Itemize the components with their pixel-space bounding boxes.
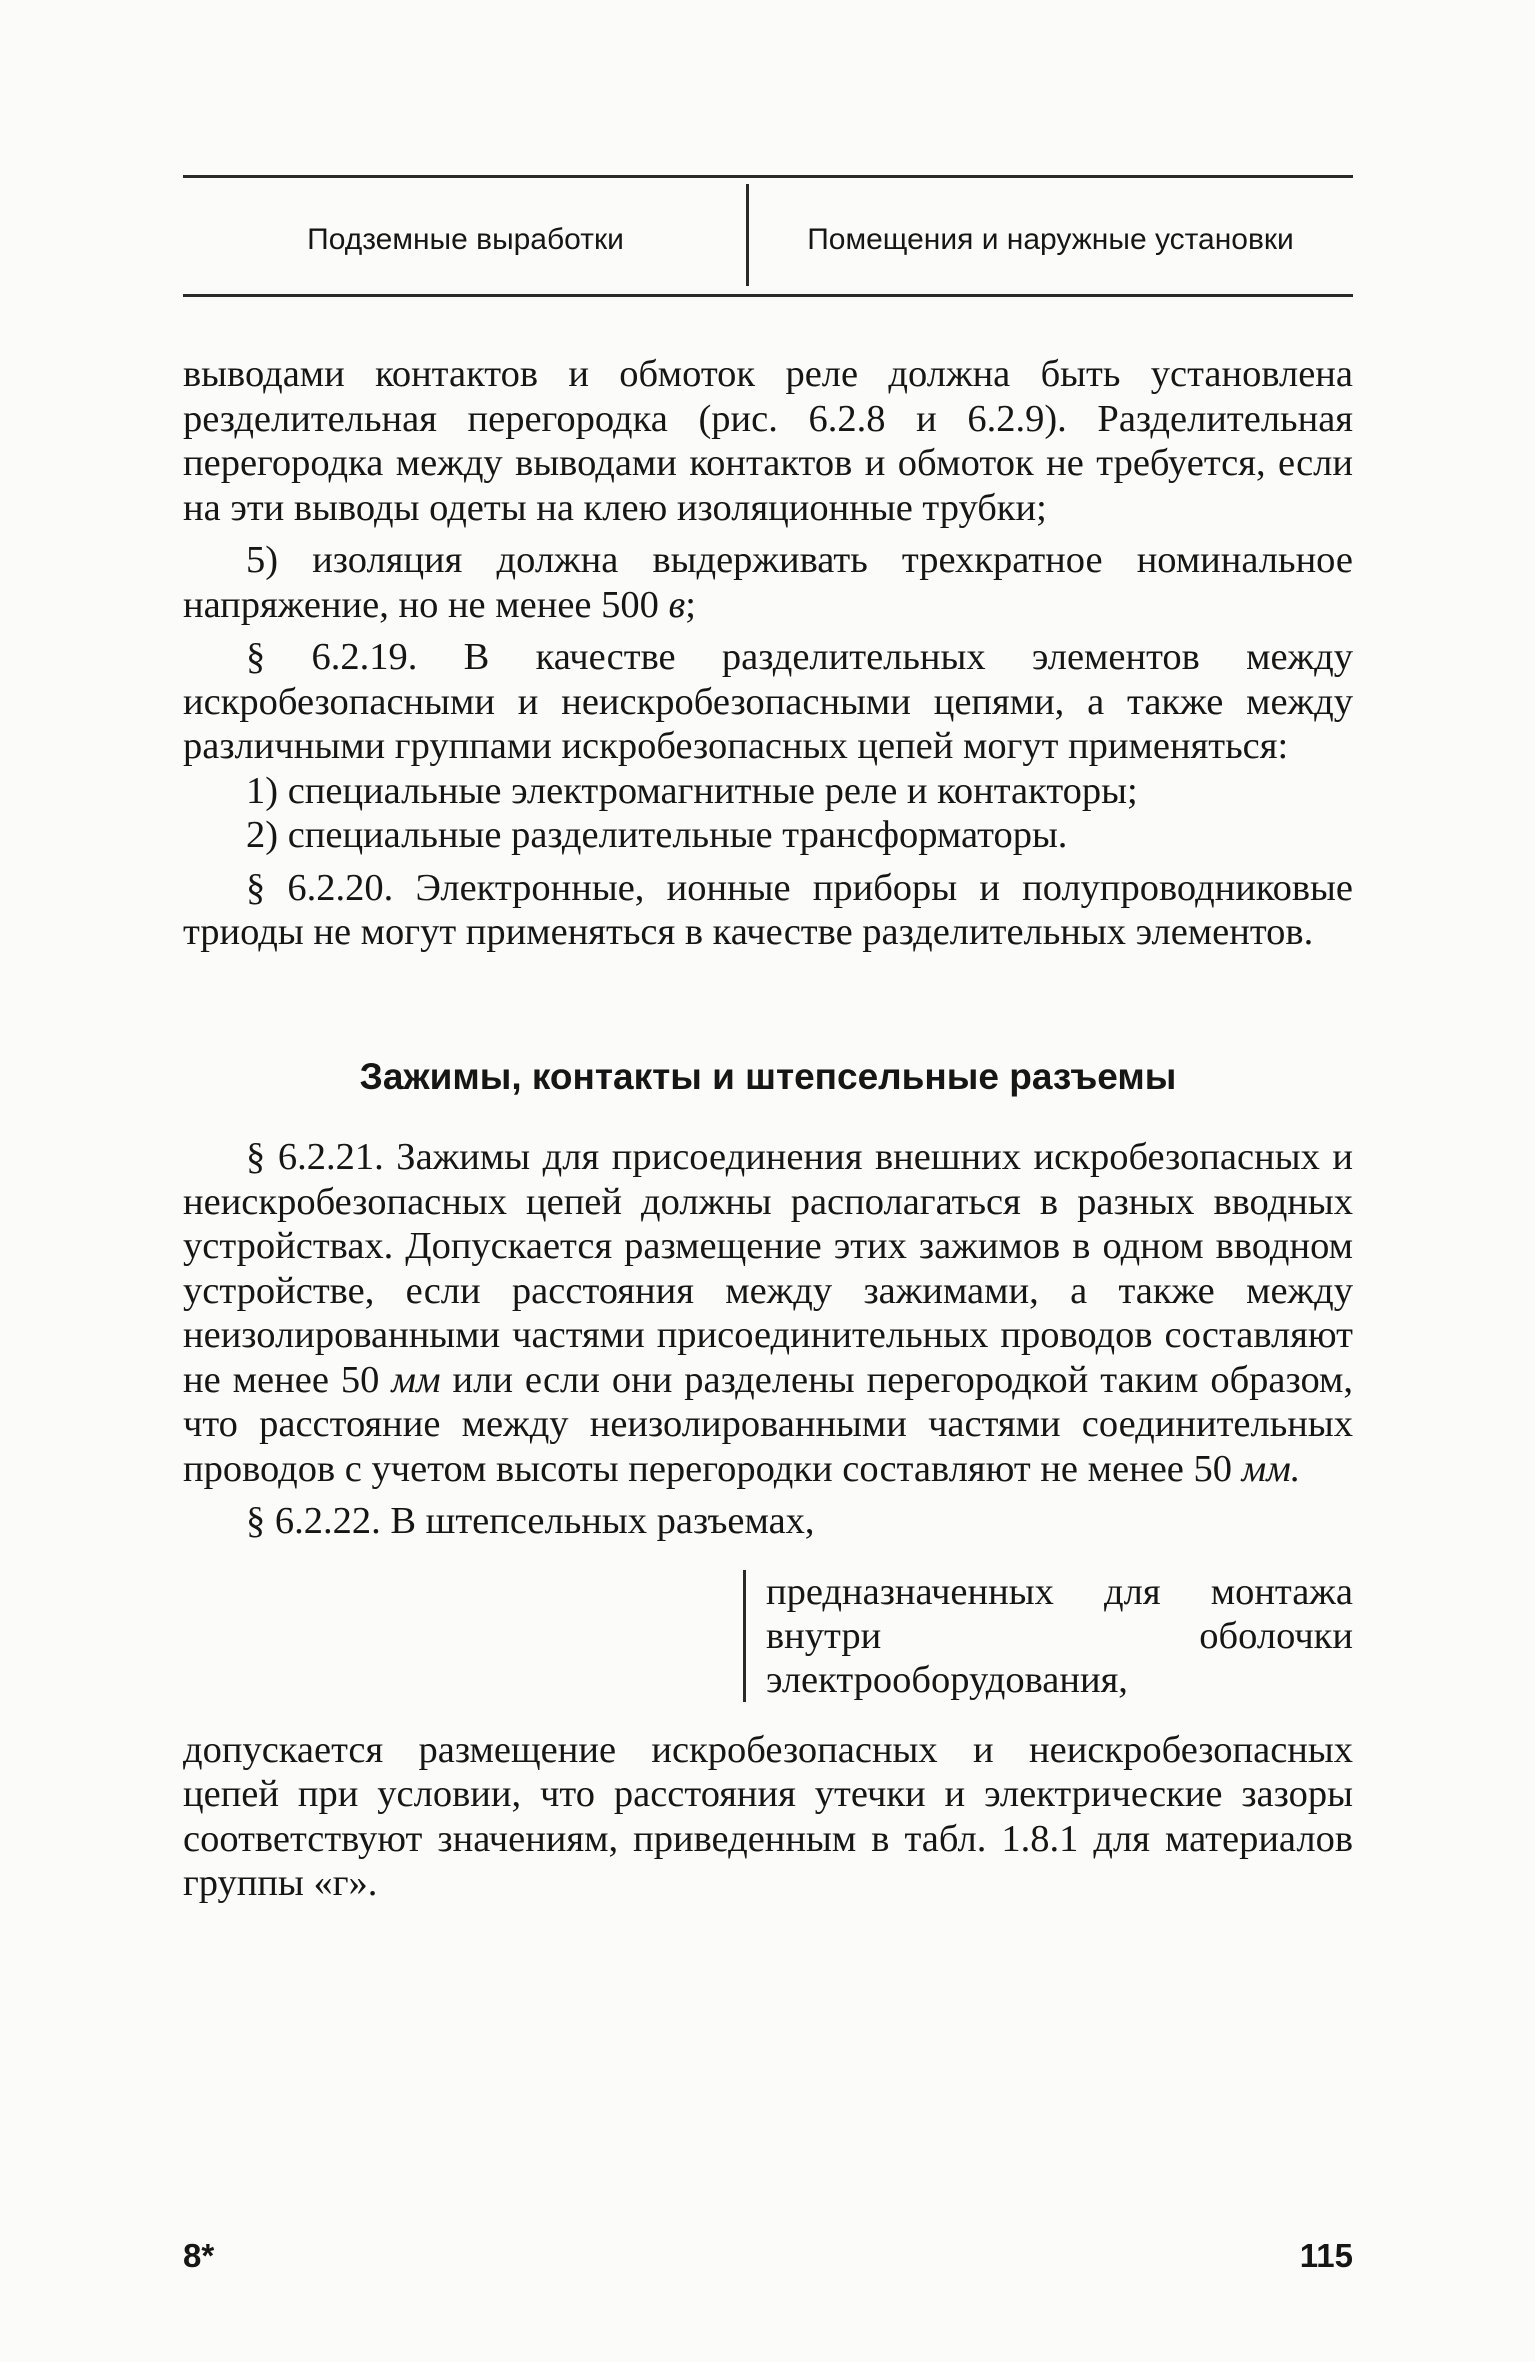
unit-mm-2: мм. [1241, 1447, 1301, 1490]
header-left-column: Подземные выработки [307, 223, 624, 256]
list-item-1: 1) специальные электромагнитные реле и контакторы; [246, 769, 1138, 812]
signature-mark: 8* [183, 2237, 215, 2274]
running-header [183, 178, 1353, 294]
paragraph-continuation: выводами контактов и обмоток реле должна быть установлена резделительная перегородка (рис. 6.2.8 и 6.2.9). Разделительная перегородка между выводами контактов и обмоток не требуется, если на эти выводы одеты на клею изоляционные трубки; [183, 353, 1353, 529]
paragraph-6-2-20: § 6.2.20. Электронные, ионные приборы и полупроводниковые триоды не могут применяться в качестве разделительных элементов. [183, 866, 1353, 953]
paragraph-item-5 [183, 538, 1353, 627]
section-heading: Зажимы, контакты и штепсельные разъемы [359, 1055, 1177, 1097]
header-right-column: Помещения и наружные установки [807, 223, 1294, 256]
item-5-end: ; [685, 583, 696, 626]
page-footer [183, 2237, 1353, 2275]
page-body [183, 352, 1353, 1906]
p-6-2-21-part-b: или если они разделены перегородкой таким образом, что расстояние между неизолированными частями соединительных проводов с учетом высоты перегородки составляют не менее 50 [183, 1358, 1353, 1490]
header-divider [746, 184, 749, 286]
paragraph-6-2-19: § 6.2.19. В качестве разделительных элементов между искробезопасными и неискробезопасными цепями, а также между различными группами искробезопасных цепей могут применяться: [183, 636, 1353, 767]
unit-volt: в [668, 583, 686, 626]
book-page [183, 0, 1353, 2362]
paragraph-6-2-22: § 6.2.22. В штепсельных разъемах, [246, 1500, 815, 1542]
unit-mm-1: мм [391, 1358, 441, 1401]
list-item-2: 2) специальные разделительные трансформаторы. [246, 814, 1068, 856]
p-6-2-21-part-a: § 6.2.21. Зажимы для присоединения внешних искробезопасных и неискробезопасных цепей должны располагаться в разных вводных устройствах. Допускается размещение этих зажимов в одном вводном устройстве, если расстояния между зажимами, а также между неизолированными частями присоединительных проводов составляют не менее 50 [183, 1136, 1353, 1401]
paragraph-6-2-21 [183, 1135, 1353, 1491]
header-bottom-rule [183, 294, 1353, 297]
column-boxed-text: предназначенных для монтажа внутри оболочки электрооборудования, [743, 1570, 1353, 1702]
item-5-text: 5) изоляция должна выдерживать трехкратное номинальное напряжение, но не менее 500 [183, 539, 1353, 626]
paragraph-6-2-22-continuation: допускается размещение искробезопасных и неискробезопасных цепей при условии, что расстояния утечки и электрические зазоры соответствуют значениям, приведенным в табл. 1.8.1 для материалов группы «г». [183, 1728, 1353, 1904]
page-number: 115 [1299, 2237, 1353, 2274]
